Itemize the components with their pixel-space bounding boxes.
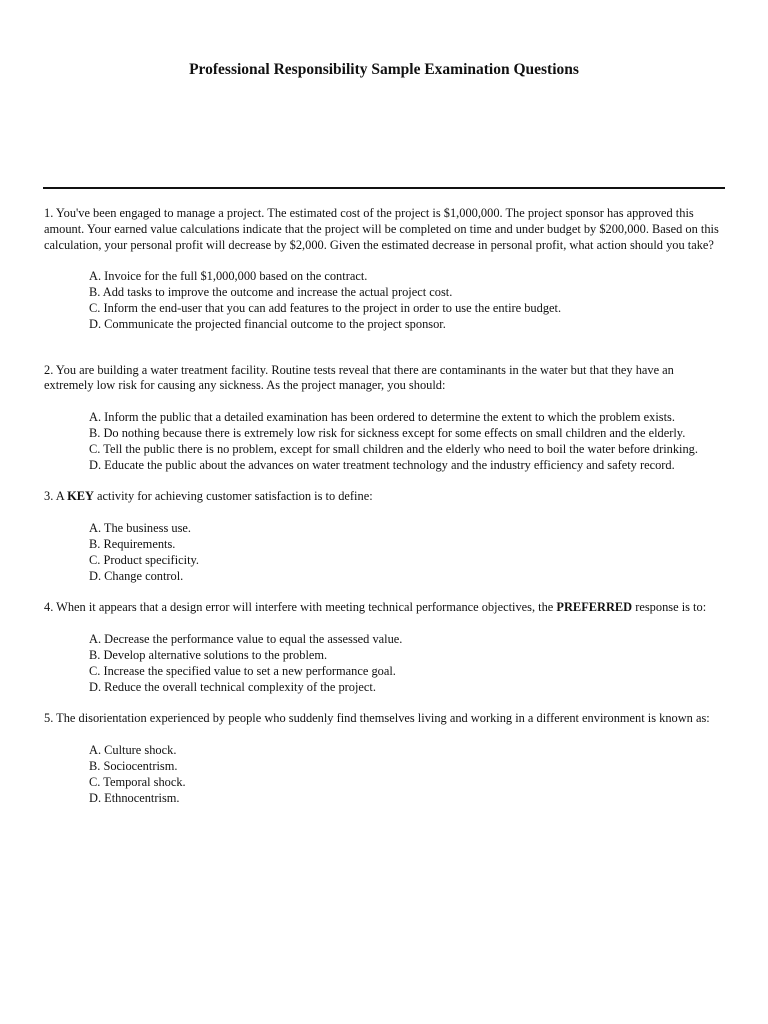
question-2-options	[89, 410, 720, 473]
question-1-option-d: D. Communicate the projected financial outcome to the project sponsor.	[89, 316, 446, 331]
question-5-option-a: A. Culture shock.	[89, 743, 177, 758]
question-5	[44, 711, 720, 806]
question-3-stem-start: 3. A	[44, 489, 68, 504]
question-4	[44, 600, 720, 695]
question-3-keyword: KEY	[67, 489, 94, 504]
question-1-options	[89, 269, 720, 332]
question-1-option-c: C. Inform the end-user that you can add features to the project in order to use the entire budget.	[89, 300, 562, 315]
question-2-stem: 2. You are building a water treatment facility. Routine tests reveal that there are contaminants in the water but that they have an extremely low risk for causing any sickness. As the project manager, you should:	[44, 362, 674, 393]
question-4-keyword: PREFERRED	[556, 600, 633, 615]
question-4-options	[89, 632, 720, 695]
question-2-option-d: D. Educate the public about the advances on water treatment technology and the industry efficiency and safety record.	[89, 457, 675, 472]
title-divider	[43, 187, 725, 189]
question-4-stem-start: 4. When it appears that a design error will interfere with meeting technical performance objectives, the	[44, 600, 557, 615]
question-4-option-d: D. Reduce the overall technical complexity of the project.	[89, 679, 376, 694]
page-title: Professional Responsibility Sample Examination Questions	[189, 61, 579, 78]
question-3-option-a: A. The business use.	[89, 521, 191, 536]
question-5-option-c: C. Temporal shock.	[89, 774, 186, 789]
question-4-option-b: B. Develop alternative solutions to the problem.	[89, 647, 328, 662]
question-5-option-d: D. Ethnocentrism.	[89, 790, 180, 805]
question-1	[44, 206, 720, 333]
question-4-stem	[44, 600, 720, 616]
question-5-option-b: B. Sociocentrism.	[89, 758, 178, 773]
question-list	[44, 206, 720, 822]
question-3-stem	[44, 489, 720, 505]
question-5-stem: 5. The disorientation experienced by people who suddenly find themselves living and working in a different environment is known as:	[44, 711, 710, 726]
question-2-option-c: C. Tell the public there is no problem, except for small children and the elderly who need to boil the water before drinking.	[89, 441, 698, 456]
question-2-option-b: B. Do nothing because there is extremely low risk for sickness except for some effects on small children and the elderly.	[89, 425, 686, 440]
question-5-options	[89, 743, 720, 806]
question-1-stem: 1. You've been engaged to manage a project. The estimated cost of the project is $1,000,000. The project sponsor has approved this amount. Your earned value calculations indicate that the project will be completed on time and under budget by $200,000. Based on this calculation, your personal profit will decrease by $2,000. Given the estimated decrease in personal profit, what action should you take?	[44, 206, 719, 252]
question-3-option-c: C. Product specificity.	[89, 552, 200, 567]
question-2	[44, 363, 720, 474]
question-4-option-c: C. Increase the specified value to set a new performance goal.	[89, 663, 396, 678]
question-3	[44, 489, 720, 584]
question-1-option-a: A. Invoice for the full $1,000,000 based on the contract.	[89, 269, 368, 284]
question-3-option-b: B. Requirements.	[89, 536, 176, 551]
question-3-option-d: D. Change control.	[89, 568, 184, 583]
question-4-option-a: A. Decrease the performance value to equal the assessed value.	[89, 632, 403, 647]
question-3-stem-end: activity for achieving customer satisfaction is to define:	[93, 489, 373, 504]
question-4-stem-end: response is to:	[632, 600, 707, 615]
question-3-options	[89, 521, 720, 584]
question-1-option-b: B. Add tasks to improve the outcome and increase the actual project cost.	[89, 285, 453, 300]
question-2-option-a: A. Inform the public that a detailed examination has been ordered to determine the extent to which the problem exists.	[89, 410, 675, 425]
